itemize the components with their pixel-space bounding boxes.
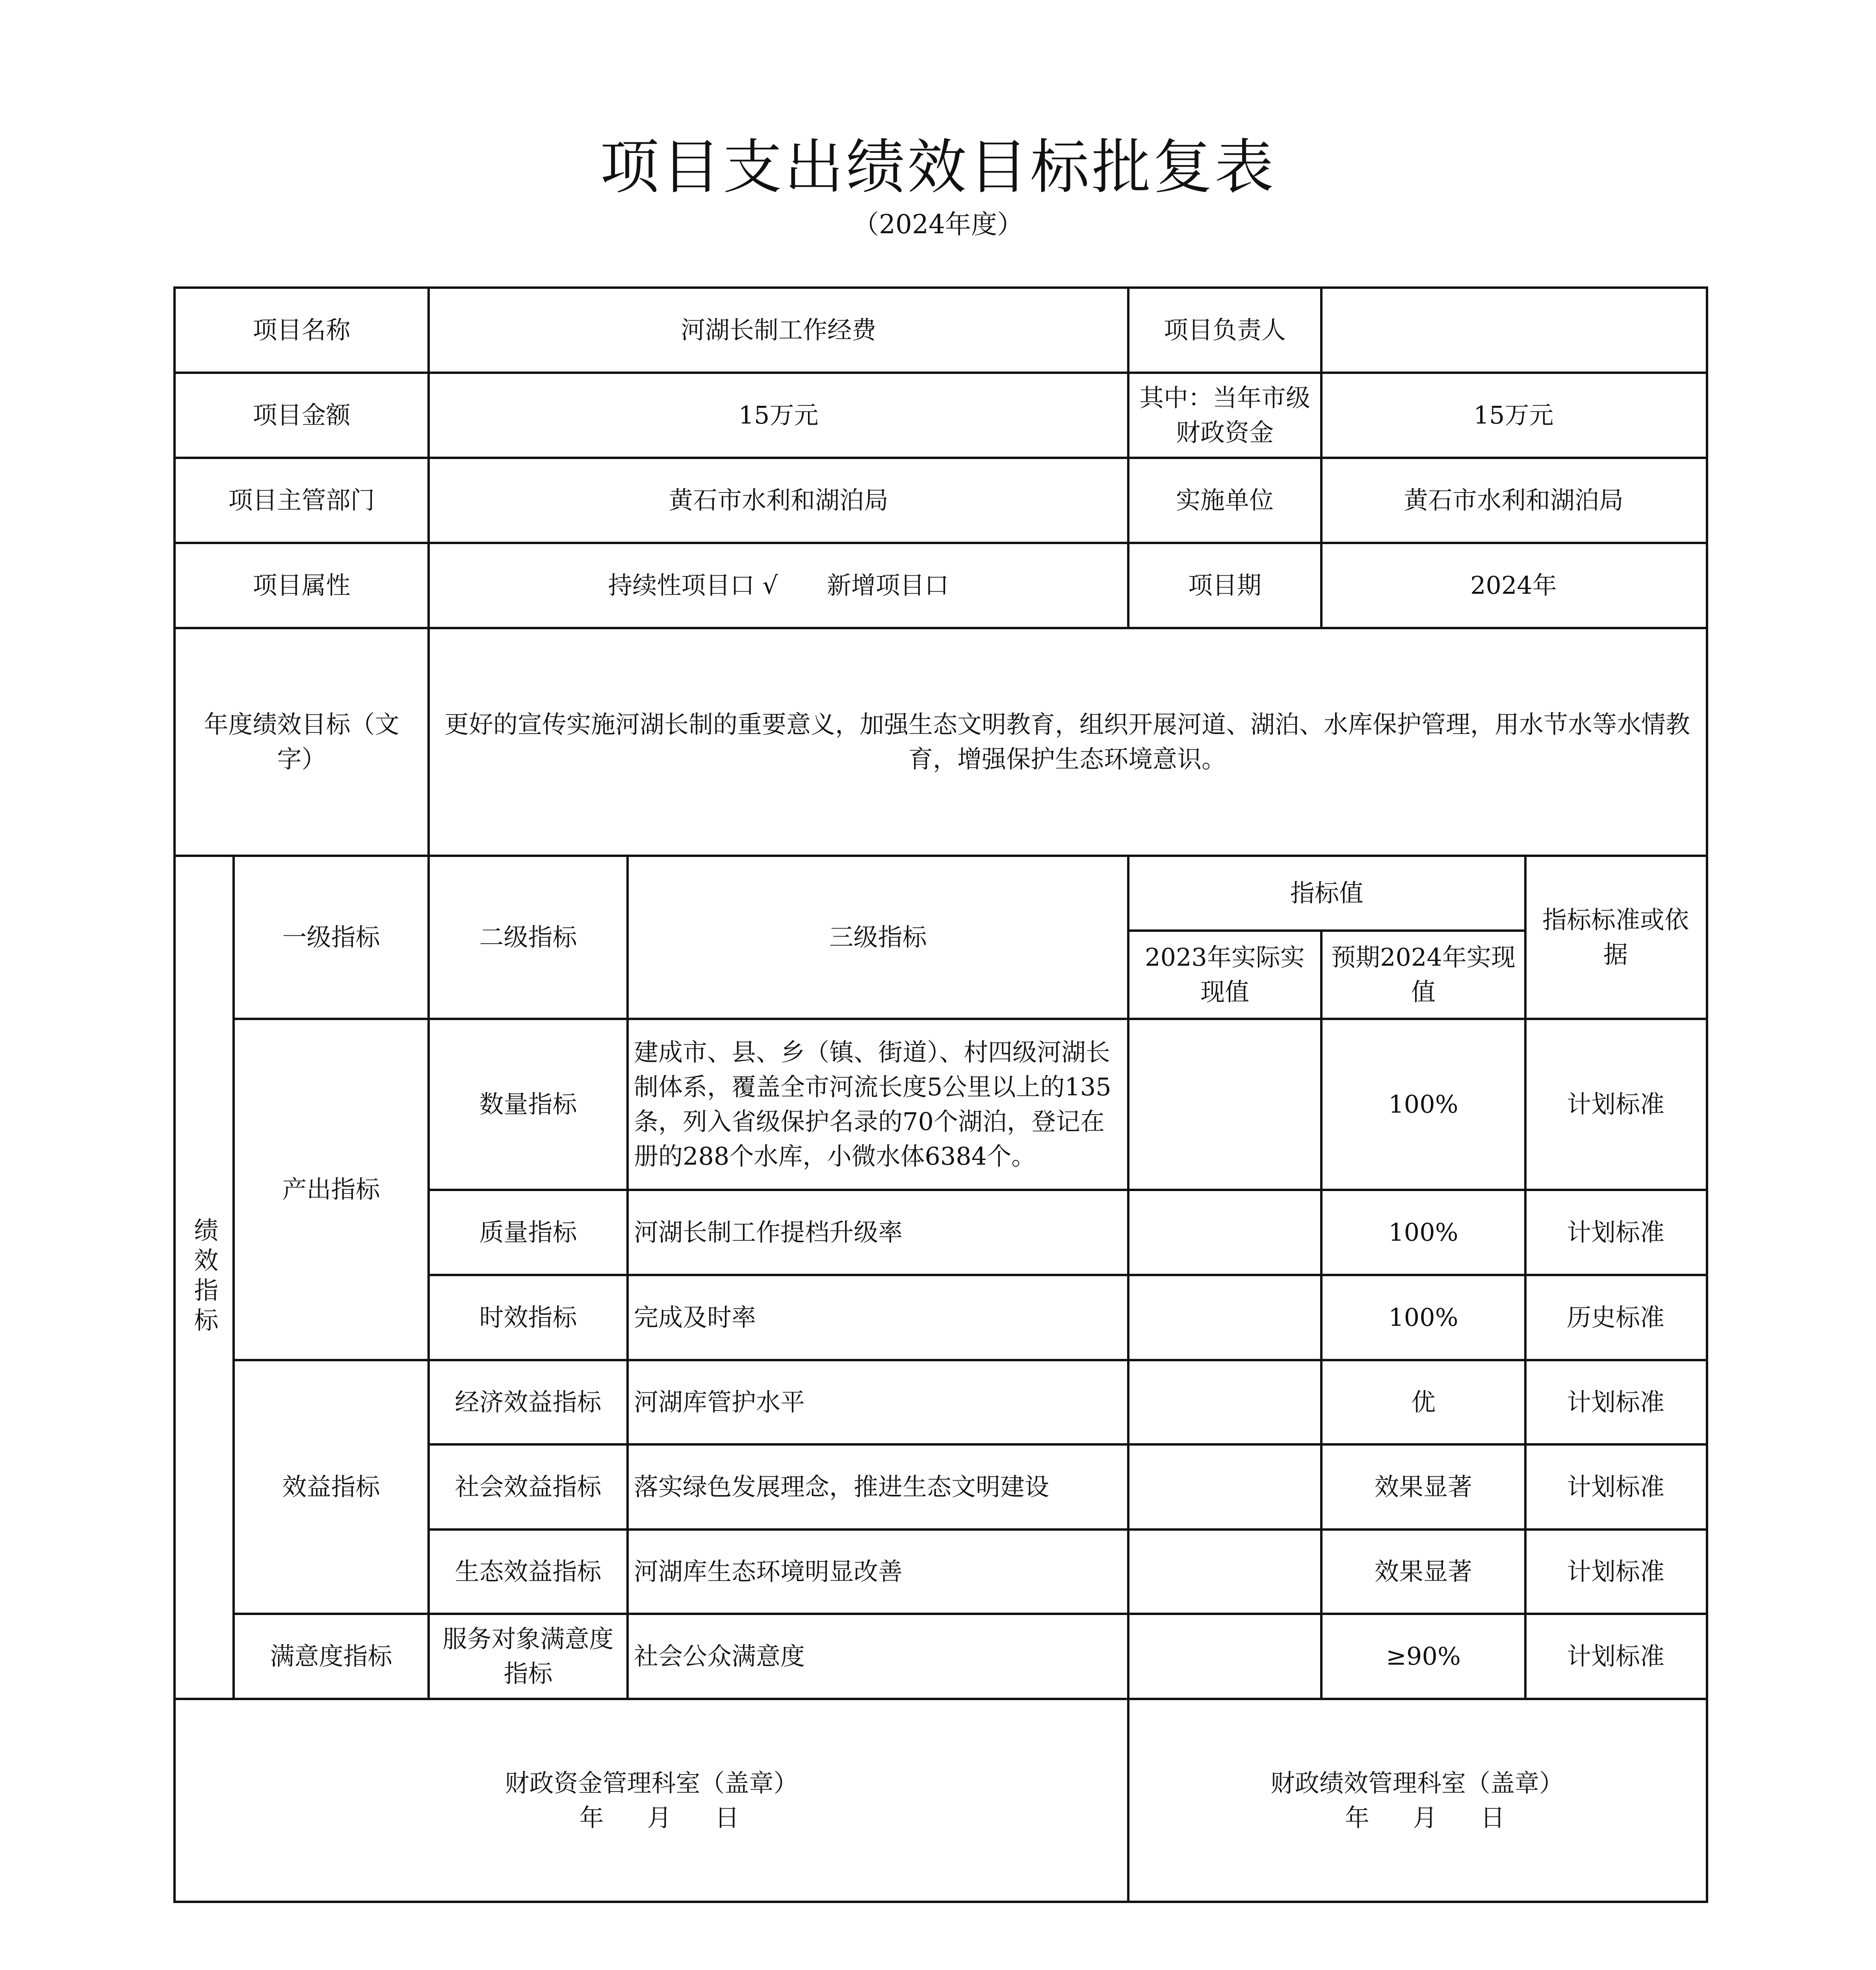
grid-line	[1127, 855, 1129, 1903]
grid-line	[429, 1528, 1708, 1531]
table-row-level3: 河湖库生态环境明显改善	[634, 1557, 903, 1586]
table-row-basis: 计划标准	[1566, 1472, 1664, 1501]
grid-line	[626, 855, 629, 1700]
grid-line	[234, 1613, 1708, 1615]
grid-line	[1128, 929, 1527, 932]
date-month: 月	[647, 1803, 672, 1832]
table-row-level2: 服务对象满意度指标	[442, 1624, 614, 1688]
grid-line	[175, 286, 1708, 289]
header-value: 指标值	[1290, 879, 1363, 907]
table-row-basis: 计划标准	[1566, 1388, 1664, 1416]
document-title: 项目支出绩效目标批复表	[600, 133, 1276, 202]
grid-line	[175, 542, 1708, 544]
table-row-basis: 计划标准	[1566, 1218, 1664, 1247]
grid-line	[234, 1359, 1708, 1361]
date-year: 年	[579, 1803, 604, 1832]
indicators-section-label: 绩效指标	[190, 1217, 219, 1337]
table-row-expected: 效果显著	[1374, 1472, 1472, 1501]
table-row-expected: ≥90%	[1386, 1642, 1461, 1671]
table-row-basis: 计划标准	[1566, 1090, 1664, 1119]
table-row-level3: 河湖库管护水平	[634, 1388, 805, 1416]
table-row-level2: 生态效益指标	[455, 1557, 602, 1586]
table-row-actual	[1128, 1614, 1321, 1699]
table-row-level2: 经济效益指标	[455, 1388, 602, 1416]
group-benefit: 效益指标	[282, 1472, 380, 1501]
date-day: 日	[1480, 1803, 1505, 1832]
header-level3: 三级指标	[829, 923, 927, 952]
header-basis: 指标标准或依据	[1542, 905, 1689, 969]
grid-line	[175, 1698, 1708, 1700]
table-row-expected: 优	[1411, 1388, 1436, 1416]
footer-left-office: 财政资金管理科室（盖章）	[505, 1768, 798, 1797]
header-level1: 一级指标	[282, 923, 380, 952]
attr-label: 项目属性	[253, 571, 351, 600]
goal-text: 更好的宣传实施河湖长制的重要意义，加强生态文明教育，组织开展河道、湖泊、水库保护管理，用水节水等水情教育，增强保护生态环境意识。	[444, 710, 1690, 773]
grid-line	[232, 855, 235, 1700]
group-satisfaction: 满意度指标	[270, 1642, 392, 1671]
grid-line	[175, 372, 1708, 374]
table-row-level3: 社会公众满意度	[634, 1642, 805, 1671]
footer-left-signature	[175, 1699, 1128, 1902]
table-row-level2: 质量指标	[479, 1218, 577, 1247]
grid-line	[1320, 286, 1322, 629]
footer-right-date	[1329, 1801, 1505, 1835]
city-fund-value: 15万元	[1473, 401, 1554, 429]
table-row-level3: 落实绿色发展理念，推进生态文明建设	[634, 1472, 1049, 1501]
goal-label: 年度绩效目标（文字）	[204, 710, 399, 773]
grid-line	[234, 1018, 1708, 1020]
grid-line	[1706, 286, 1708, 1903]
grid-line	[429, 1189, 1708, 1191]
period-label: 项目期	[1188, 571, 1261, 600]
table-row-level2: 数量指标	[479, 1090, 577, 1119]
table-row-actual	[1128, 1275, 1321, 1360]
table-row-actual	[1128, 1360, 1321, 1444]
grid-line	[175, 1901, 1708, 1903]
header-actual: 2023年实际实现值	[1145, 943, 1305, 1006]
group-output: 产出指标	[282, 1175, 380, 1204]
dept-value: 黄石市水利和湖泊局	[668, 486, 888, 515]
project-name-value: 河湖长制工作经费	[680, 316, 876, 344]
table-row-basis: 计划标准	[1566, 1642, 1664, 1671]
responsible-label: 项目负责人	[1163, 316, 1286, 344]
header-expected: 预期2024年实现值	[1331, 943, 1516, 1006]
table-row-level3: 河湖长制工作提档升级率	[634, 1218, 903, 1247]
table-row-expected: 100%	[1388, 1090, 1458, 1119]
amount-value: 15万元	[738, 401, 819, 429]
grid-line	[175, 457, 1708, 459]
grid-line	[427, 855, 430, 1700]
footer-right-signature	[1128, 1699, 1706, 1902]
period-value: 2024年	[1470, 571, 1557, 600]
grid-line	[1320, 929, 1322, 1700]
dept-label: 项目主管部门	[228, 486, 375, 515]
date-month: 月	[1412, 1803, 1437, 1832]
unit-label: 实施单位	[1176, 486, 1274, 515]
table-row-expected: 100%	[1388, 1303, 1458, 1332]
table-row-expected: 效果显著	[1374, 1557, 1472, 1586]
footer-right-office: 财政绩效管理科室（盖章）	[1270, 1768, 1564, 1797]
city-fund-label: 其中：当年市级财政资金	[1139, 383, 1310, 447]
table-row-actual	[1128, 1190, 1321, 1275]
grid-line	[427, 286, 430, 857]
grid-line	[429, 1274, 1708, 1276]
table-row-actual	[1128, 1444, 1321, 1530]
table-row-basis: 历史标准	[1566, 1303, 1664, 1332]
table-row-actual	[1128, 1019, 1321, 1190]
table-row-level3: 建成市、县、乡（镇、街道）、村四级河湖长制体系，覆盖全市河流长度5公里以上的135条，列入省级保护名录的70个湖泊，登记在册的288个水库，小微水体6384个。	[634, 1038, 1111, 1171]
table-row-level2: 时效指标	[479, 1303, 577, 1332]
grid-line	[1127, 286, 1129, 629]
header-level2: 二级指标	[479, 923, 577, 952]
grid-line	[173, 286, 176, 1903]
grid-line	[175, 627, 1708, 629]
footer-left-date	[563, 1801, 739, 1835]
date-year: 年	[1345, 1803, 1369, 1832]
responsible-value	[1321, 288, 1706, 373]
project-name-label: 项目名称	[253, 316, 351, 344]
grid-line	[1524, 855, 1527, 1700]
table-row-level2: 社会效益指标	[455, 1472, 602, 1501]
amount-label: 项目金额	[253, 401, 351, 429]
table-row-basis: 计划标准	[1566, 1557, 1664, 1586]
date-day: 日	[715, 1803, 739, 1832]
table-row-level3: 完成及时率	[634, 1303, 756, 1332]
grid-line	[175, 855, 1708, 857]
document-subtitle: （2024年度）	[853, 209, 1023, 240]
grid-line	[429, 1443, 1708, 1446]
attr-value: 持续性项目口 √ 新增项目口	[608, 571, 949, 600]
unit-value: 黄石市水利和湖泊局	[1403, 486, 1623, 515]
table-row-expected: 100%	[1388, 1218, 1458, 1247]
table-row-actual	[1128, 1530, 1321, 1614]
